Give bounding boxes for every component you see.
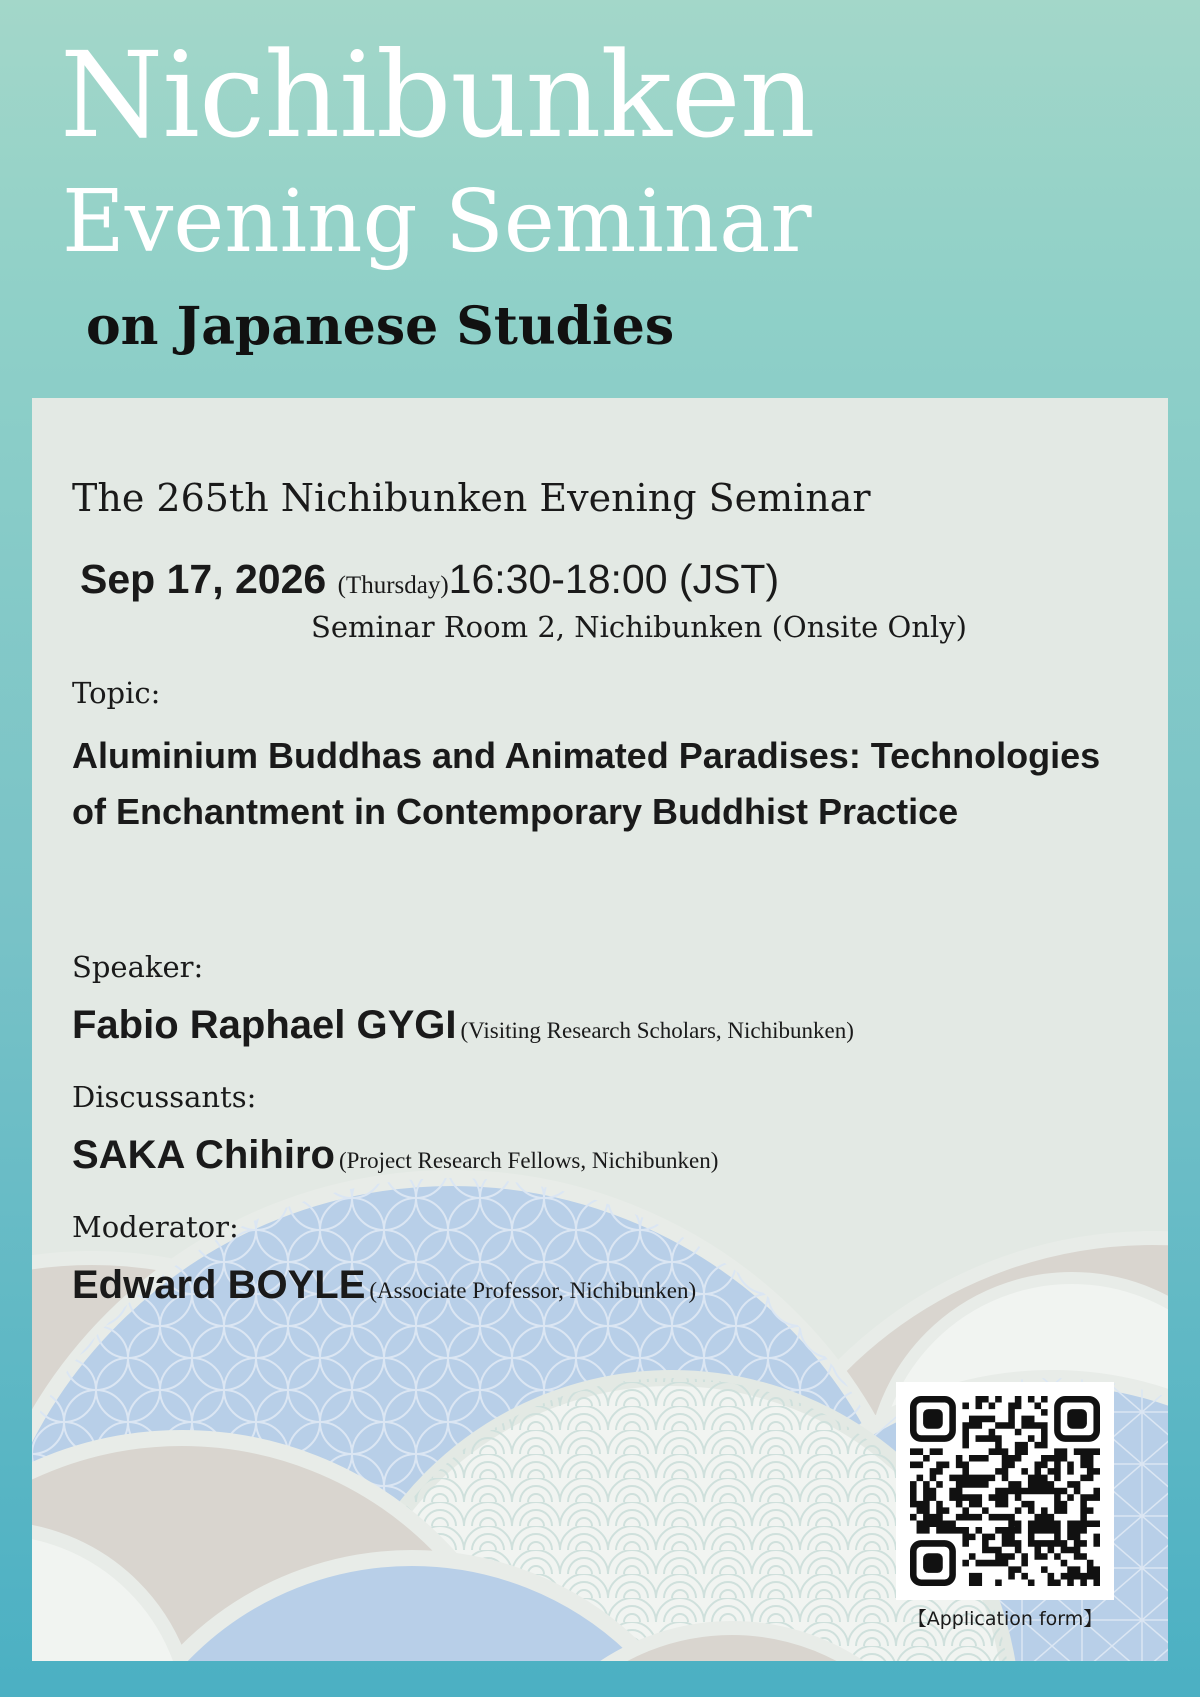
event-weekday: (Thursday) [337,572,449,599]
application-qr-code-icon[interactable] [896,1382,1114,1600]
topic-label: Topic: [72,676,161,710]
event-venue: Seminar Room 2, Nichibunken (Onsite Only) [311,610,967,644]
moderator-affiliation: (Associate Professor, Nichibunken) [369,1278,697,1303]
discussant-name: SAKA Chihiro [72,1133,335,1177]
title-japanese-studies: on Japanese Studies [86,296,675,357]
application-form-caption: 【Application form】 [907,1608,1103,1630]
qr-code-icon[interactable] [896,1382,1114,1600]
event-time: 16:30-18:00 (JST) [448,556,780,602]
discussant-affiliation: (Project Research Fellows, Nichibunken) [338,1148,719,1173]
discussant-entry [72,1133,718,1178]
moderator-label: Moderator: [72,1210,239,1244]
discussant-label: Discussants: [72,1080,257,1114]
info-panel [32,398,1168,1661]
event-datetime [80,556,779,603]
topic-title: Aluminium Buddhas and Animated Paradises: Technologies of Enchantment in Contemporary Buddhist Practice [72,735,1101,832]
speaker-label: Speaker: [72,950,204,984]
title-evening-seminar: Evening Seminar [62,172,812,272]
seminar-name: The 265th Nichibunken Evening Seminar [72,476,871,520]
speaker-entry [72,1003,854,1048]
seminar-details [32,398,1168,1661]
moderator-name: Edward BOYLE [72,1263,366,1307]
moderator-entry [72,1263,696,1308]
speaker-name: Fabio Raphael GYGI [72,1003,457,1047]
title-nichibunken: Nichibunken [60,26,815,164]
event-date: Sep 17, 2026 [80,556,327,602]
speaker-affiliation: (Visiting Research Scholars, Nichibunken) [460,1018,854,1043]
